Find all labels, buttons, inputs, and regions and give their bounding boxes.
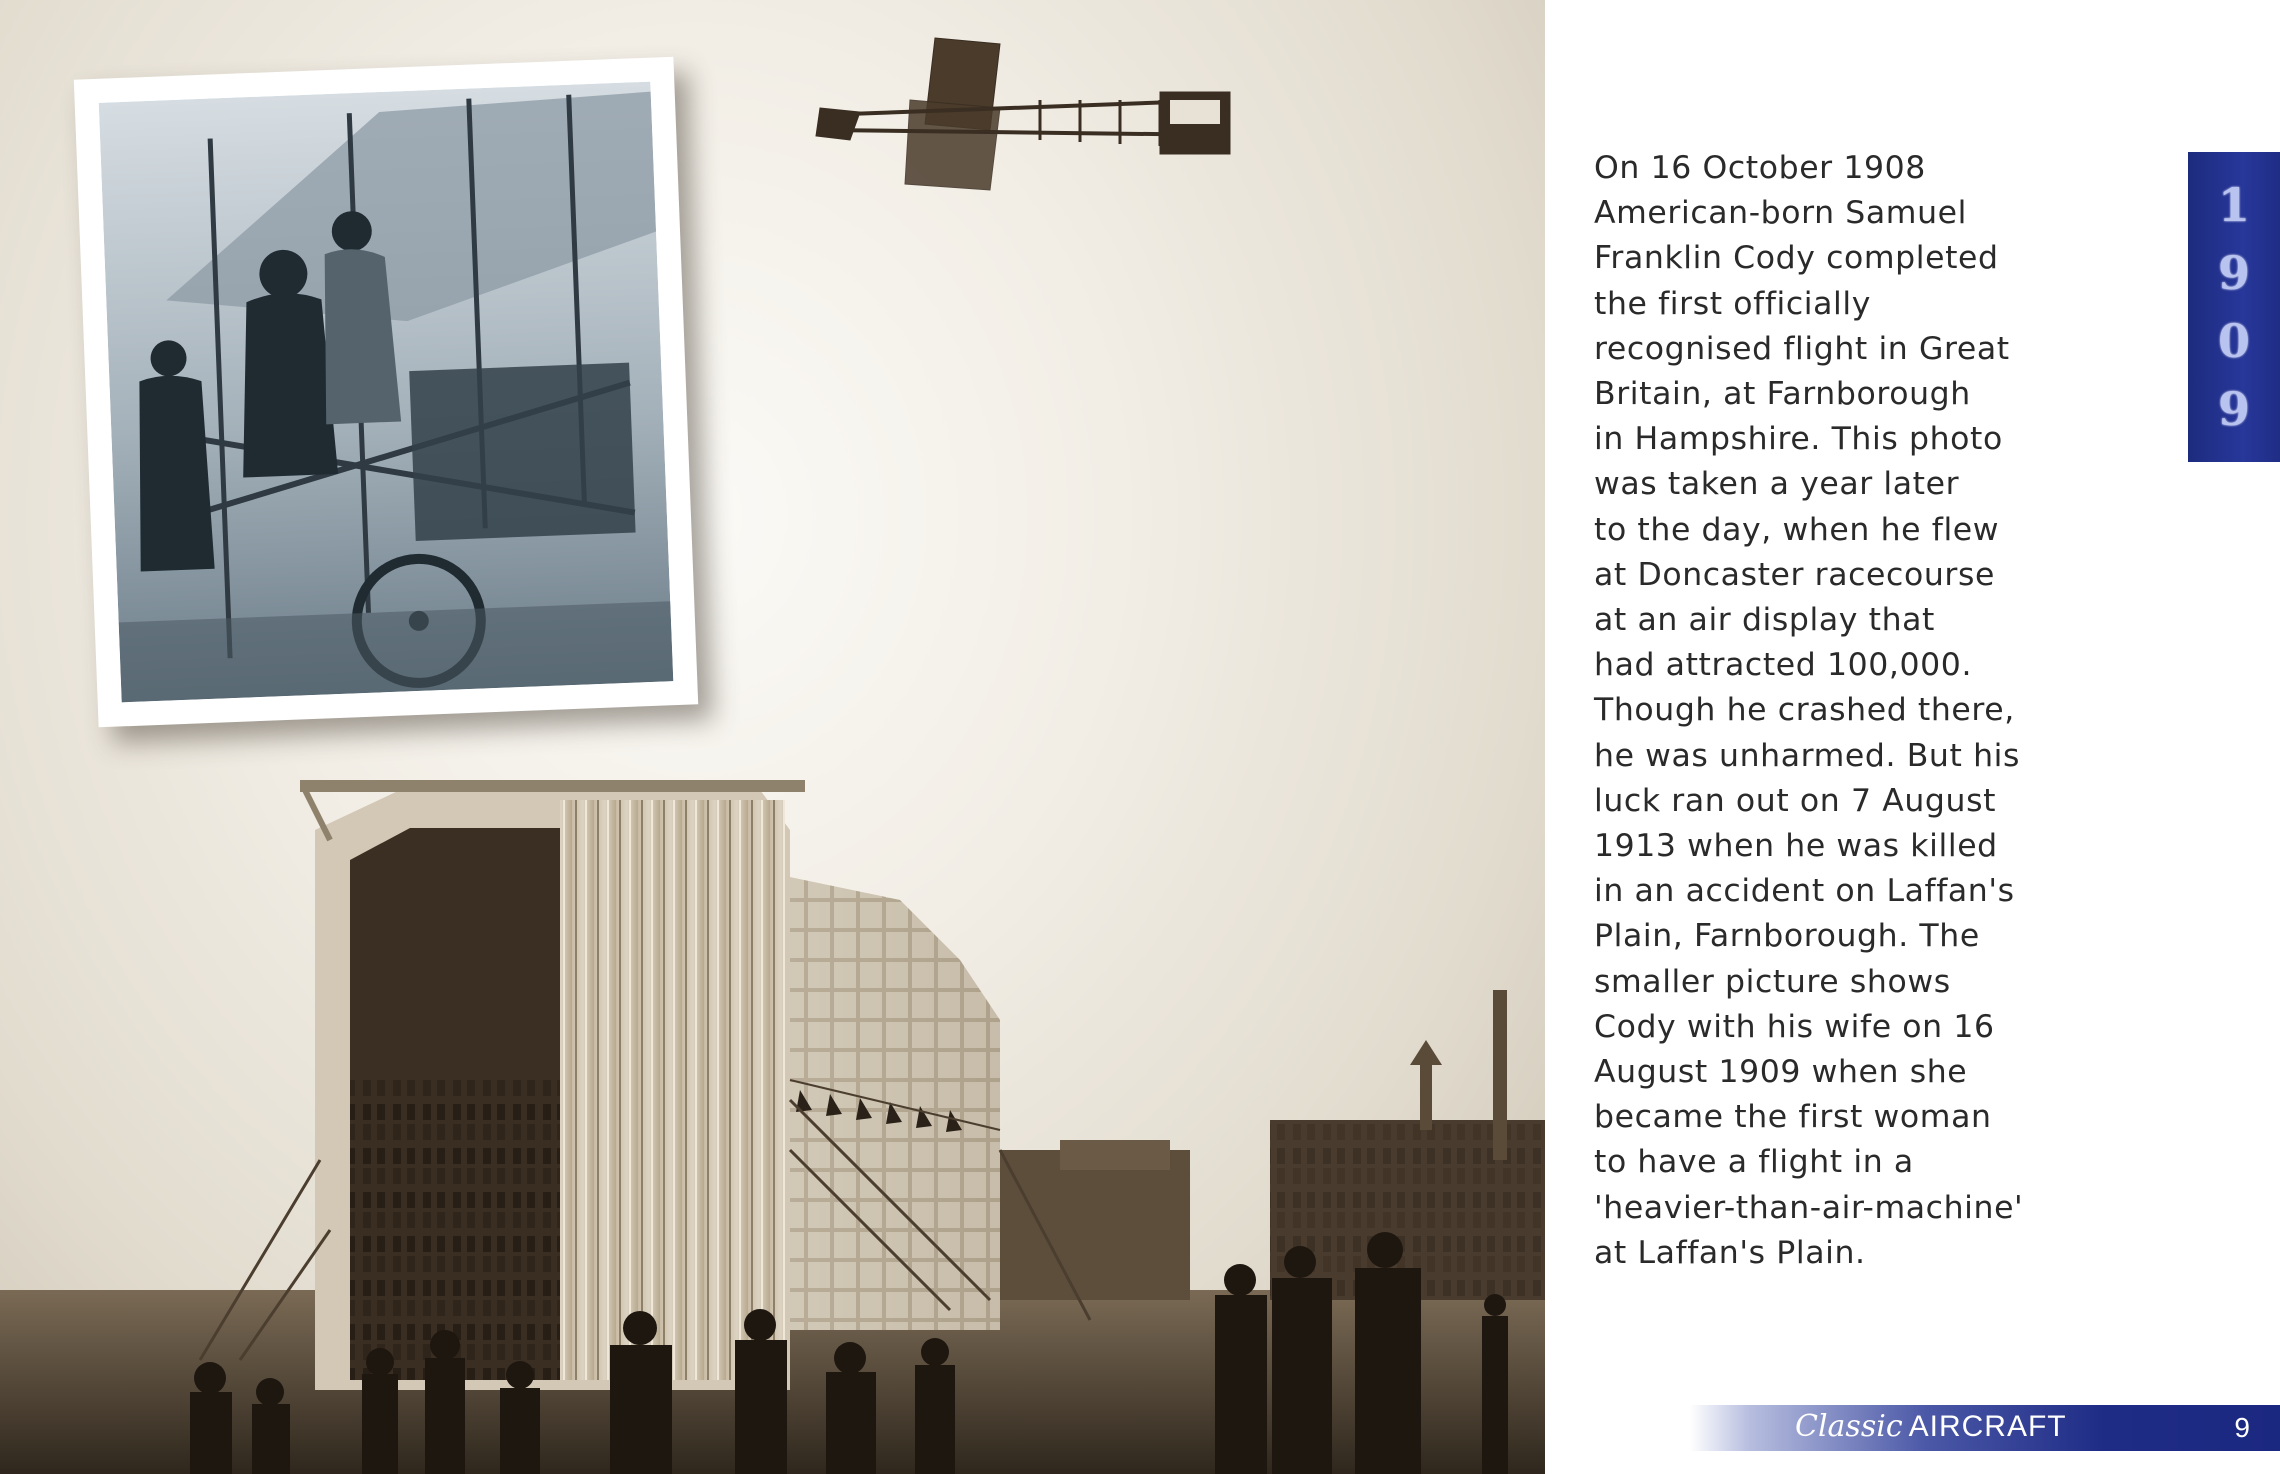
page-number: 9	[2234, 1412, 2250, 1443]
year-digit: 9	[2217, 382, 2250, 436]
caption-line: Franklin Cody completed	[1594, 240, 1999, 277]
caption-line: On 16 October 1908	[1594, 150, 1926, 186]
caption-line: at Doncaster racecourse	[1594, 556, 1995, 593]
caption-line: recognised flight in Great	[1594, 330, 2010, 367]
caption-line: at an air display that	[1594, 602, 1935, 639]
caption-line: the first officially	[1594, 285, 1871, 322]
caption-line: Cody with his wife on 16	[1594, 1008, 1995, 1045]
logo-caps-word: AIRCRAFT	[1908, 1410, 2067, 1443]
caption-line: to the day, when he flew	[1594, 511, 2000, 548]
town-buildings	[1000, 990, 1545, 1300]
caption-line: in Hampshire. This photo	[1594, 421, 2003, 458]
caption-line: he was unharmed. But his	[1594, 737, 2020, 774]
caption-line: 'heavier-than-air-machine'	[1594, 1189, 2024, 1226]
inset-photo-cody-and-wife	[74, 57, 698, 728]
logo-script-word: Classic	[1795, 1409, 1903, 1444]
magazine-logo	[1795, 1409, 2067, 1447]
biplane-in-flight	[816, 38, 1230, 190]
caption-line: 1913 when he was killed	[1594, 828, 1998, 865]
year-digit: 1	[2217, 178, 2250, 232]
caption-line: in an accident on Laffan's	[1594, 873, 2015, 910]
caption-line: to have a flight in a	[1594, 1144, 1914, 1181]
caption-line: luck ran out on 7 August	[1594, 782, 1997, 819]
caption-line: at Laffan's Plain.	[1594, 1234, 1866, 1271]
year-digit: 0	[2217, 314, 2250, 368]
year-tab	[2188, 152, 2280, 462]
year-digit: 9	[2217, 246, 2250, 300]
caption-line: was taken a year later	[1594, 466, 1960, 503]
caption-line: Britain, at Farnborough	[1594, 376, 1971, 413]
caption-line: August 1909 when she	[1594, 1054, 1968, 1091]
caption-line: smaller picture shows	[1594, 963, 1951, 1000]
caption-line: had attracted 100,000.	[1594, 647, 1973, 684]
inset-photo-image	[99, 82, 674, 703]
caption-line: became the first woman	[1594, 1099, 1992, 1136]
caption-line: Though he crashed there,	[1594, 692, 2015, 729]
footer-band	[1690, 1405, 2280, 1451]
caption-line: American-born Samuel	[1594, 195, 1967, 232]
caption-line: Plain, Farnborough. The	[1594, 918, 1980, 955]
caption-text	[1594, 146, 2134, 1276]
